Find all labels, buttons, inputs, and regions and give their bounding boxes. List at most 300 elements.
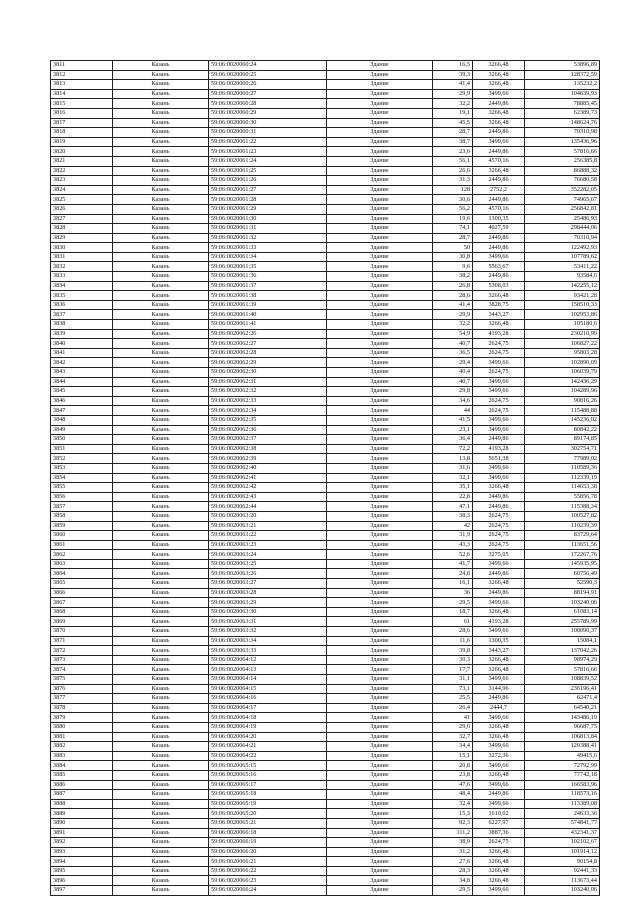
object-type-cell: Здание <box>327 339 433 349</box>
table-row <box>51 857 600 867</box>
row-number: 3871 <box>51 636 113 646</box>
row-number: 3881 <box>51 732 113 742</box>
rate-cell: 2449,86 <box>473 128 525 138</box>
table-body <box>51 61 600 896</box>
table-row <box>51 368 600 378</box>
cadastral-value-cell: 115388,34 <box>525 502 600 512</box>
cadastral-number-cell: 59:06:0020060:30 <box>209 118 327 128</box>
area-cell: 92,3 <box>433 818 473 828</box>
object-type-cell: Здание <box>327 483 433 493</box>
area-cell: 30,8 <box>433 252 473 262</box>
object-type-cell: Здание <box>327 502 433 512</box>
table-row <box>51 569 600 579</box>
city-cell: Казань <box>113 818 209 828</box>
cadastral-number-cell: 59:06:0020062:30 <box>209 368 327 378</box>
city-cell: Казань <box>113 828 209 838</box>
object-type-cell: Здание <box>327 156 433 166</box>
city-cell: Казань <box>113 80 209 90</box>
object-type-cell: Здание <box>327 99 433 109</box>
cadastral-value-cell: 77742,18 <box>525 770 600 780</box>
table-row <box>51 511 600 521</box>
city-cell: Казань <box>113 579 209 589</box>
cadastral-number-cell: 59:06:0020065:16 <box>209 770 327 780</box>
area-cell: 36 <box>433 588 473 598</box>
table-row <box>51 713 600 723</box>
cadastral-value-cell: 142436,29 <box>525 377 600 387</box>
cadastral-value-cell: 108839,52 <box>525 675 600 685</box>
row-number: 3849 <box>51 425 113 435</box>
city-cell: Казань <box>113 243 209 253</box>
rate-cell: 3266,48 <box>473 665 525 675</box>
area-cell: 26,6 <box>433 166 473 176</box>
rate-cell: 3275,05 <box>473 550 525 560</box>
table-row <box>51 483 600 493</box>
cadastral-number-cell: 59:06:0020062:42 <box>209 483 327 493</box>
city-cell: Казань <box>113 511 209 521</box>
cadastral-value-cell: 115488,88 <box>525 406 600 416</box>
object-type-cell: Здание <box>327 780 433 790</box>
table-row <box>51 876 600 886</box>
row-number: 3848 <box>51 415 113 425</box>
object-type-cell: Здание <box>327 89 433 99</box>
city-cell: Казань <box>113 233 209 243</box>
area-cell: 29,6 <box>433 722 473 732</box>
area-cell: 29,9 <box>433 89 473 99</box>
cadastral-value-cell: 113651,56 <box>525 540 600 550</box>
cadastral-number-cell: 59:06:0020062:35 <box>209 415 327 425</box>
city-cell: Казань <box>113 435 209 445</box>
cadastral-number-cell: 59:06:0020061:38 <box>209 291 327 301</box>
city-cell: Казань <box>113 70 209 80</box>
area-cell: 24,8 <box>433 569 473 579</box>
area-cell: 56,2 <box>433 204 473 214</box>
area-cell: 38,2 <box>433 272 473 282</box>
rate-cell: 3443,27 <box>473 310 525 320</box>
object-type-cell: Здание <box>327 627 433 637</box>
rate-cell: 3266,48 <box>473 770 525 780</box>
rate-cell: 2624,75 <box>473 339 525 349</box>
area-cell: 19,1 <box>433 108 473 118</box>
table-row <box>51 770 600 780</box>
cadastral-value-cell: 25486,93 <box>525 214 600 224</box>
rate-cell: 2449,86 <box>473 694 525 704</box>
cadastral-number-cell: 59:06:0020061:40 <box>209 310 327 320</box>
object-type-cell: Здание <box>327 224 433 234</box>
object-type-cell: Здание <box>327 243 433 253</box>
area-cell: 23,8 <box>433 770 473 780</box>
area-cell: 26,4 <box>433 703 473 713</box>
rate-cell: 1610,02 <box>473 809 525 819</box>
rate-cell: 3272,36 <box>473 751 525 761</box>
city-cell: Казань <box>113 483 209 493</box>
table-row <box>51 348 600 358</box>
cadastral-value-cell: 143486,19 <box>525 713 600 723</box>
area-cell: 41,4 <box>433 80 473 90</box>
cadastral-value-cell: 255789,99 <box>525 617 600 627</box>
cadastral-number-cell: 59:06:0020065:20 <box>209 809 327 819</box>
area-cell: 25,5 <box>433 694 473 704</box>
area-cell: 41,4 <box>433 300 473 310</box>
area-cell: 31,6 <box>433 463 473 473</box>
row-number: 3868 <box>51 607 113 617</box>
cadastral-number-cell: 59:06:0020065:21 <box>209 818 327 828</box>
cadastral-value-cell: 93584,6 <box>525 272 600 282</box>
area-cell: 32,1 <box>433 473 473 483</box>
area-cell: 32,7 <box>433 732 473 742</box>
city-cell: Казань <box>113 214 209 224</box>
table-row <box>51 262 600 272</box>
area-cell: 41,7 <box>433 559 473 569</box>
rate-cell: 2624,75 <box>473 348 525 358</box>
cadastral-value-cell: 72792,99 <box>525 761 600 771</box>
table-row <box>51 588 600 598</box>
rate-cell: 2624,75 <box>473 406 525 416</box>
table-row <box>51 665 600 675</box>
area-cell: 28,3 <box>433 866 473 876</box>
row-number: 3837 <box>51 310 113 320</box>
area-cell: 13,8 <box>433 454 473 464</box>
cadastral-number-cell: 59:06:0020060:25 <box>209 70 327 80</box>
area-cell: 36,4 <box>433 435 473 445</box>
object-type-cell: Здание <box>327 818 433 828</box>
object-type-cell: Здание <box>327 675 433 685</box>
cadastral-number-cell: 59:06:0020060:27 <box>209 89 327 99</box>
city-cell: Казань <box>113 396 209 406</box>
area-cell: 16,5 <box>433 61 473 71</box>
table-row <box>51 492 600 502</box>
cadastral-value-cell: 166583,96 <box>525 780 600 790</box>
city-cell: Казань <box>113 377 209 387</box>
cadastral-number-cell: 59:06:0020063:31 <box>209 617 327 627</box>
area-cell: 9,6 <box>433 262 473 272</box>
cadastral-value-cell: 236196,41 <box>525 684 600 694</box>
table-row <box>51 137 600 147</box>
city-cell: Казань <box>113 224 209 234</box>
object-type-cell: Здание <box>327 444 433 454</box>
object-type-cell: Здание <box>327 607 433 617</box>
row-number: 3866 <box>51 588 113 598</box>
row-number: 3843 <box>51 368 113 378</box>
table-row <box>51 108 600 118</box>
area-cell: 111,2 <box>433 828 473 838</box>
area-cell: 128 <box>433 185 473 195</box>
row-number: 3875 <box>51 675 113 685</box>
table-row <box>51 847 600 857</box>
cadastral-number-cell: 59:06:0020063:29 <box>209 598 327 608</box>
table-row <box>51 646 600 656</box>
object-type-cell: Здание <box>327 559 433 569</box>
city-cell: Казань <box>113 607 209 617</box>
row-number: 3895 <box>51 866 113 876</box>
area-cell: 38,7 <box>433 137 473 147</box>
cadastral-value-cell: 101914,12 <box>525 847 600 857</box>
city-cell: Казань <box>113 176 209 186</box>
cadastral-number-cell: 59:06:0020066:20 <box>209 847 327 857</box>
cadastral-number-cell: 59:06:0020060:28 <box>209 99 327 109</box>
rate-cell: 3499,66 <box>473 761 525 771</box>
table-row <box>51 435 600 445</box>
object-type-cell: Здание <box>327 80 433 90</box>
cadastral-number-cell: 59:06:0020062:34 <box>209 406 327 416</box>
area-cell: 74,1 <box>433 224 473 234</box>
object-type-cell: Здание <box>327 531 433 541</box>
rate-cell: 2624,75 <box>473 368 525 378</box>
object-type-cell: Здание <box>327 886 433 896</box>
area-cell: 22,8 <box>433 492 473 502</box>
cadastral-value-cell: 145236,02 <box>525 415 600 425</box>
table-row <box>51 300 600 310</box>
cadastral-value-cell: 574841,77 <box>525 818 600 828</box>
city-cell: Казань <box>113 521 209 531</box>
table-row <box>51 128 600 138</box>
cadastral-number-cell: 59:06:0020061:28 <box>209 195 327 205</box>
cadastral-number-cell: 59:06:0020062:40 <box>209 463 327 473</box>
table-row <box>51 272 600 282</box>
cadastral-number-cell: 59:06:0020065:17 <box>209 780 327 790</box>
cadastral-value-cell: 78885,45 <box>525 99 600 109</box>
table-row <box>51 185 600 195</box>
row-number: 3879 <box>51 713 113 723</box>
city-cell: Казань <box>113 732 209 742</box>
row-number: 3884 <box>51 761 113 771</box>
row-number: 3882 <box>51 742 113 752</box>
area-cell: 44 <box>433 406 473 416</box>
area-cell: 72,2 <box>433 444 473 454</box>
rate-cell: 2449,86 <box>473 588 525 598</box>
city-cell: Казань <box>113 703 209 713</box>
row-number: 3835 <box>51 291 113 301</box>
city-cell: Казань <box>113 329 209 339</box>
object-type-cell: Здание <box>327 838 433 848</box>
cadastral-number-cell: 59:06:0020064:21 <box>209 742 327 752</box>
object-type-cell: Здание <box>327 722 433 732</box>
cadastral-value-cell: 352282,05 <box>525 185 600 195</box>
cadastral-value-cell: 230210,99 <box>525 329 600 339</box>
row-number: 3820 <box>51 147 113 157</box>
rate-cell: 3266,48 <box>473 732 525 742</box>
row-number: 3829 <box>51 233 113 243</box>
cadastral-value-cell: 104289,96 <box>525 387 600 397</box>
rate-cell: 3266,48 <box>473 722 525 732</box>
rate-cell: 2449,86 <box>473 492 525 502</box>
rate-cell: 4570,16 <box>473 204 525 214</box>
cadastral-number-cell: 59:06:0020062:26 <box>209 329 327 339</box>
table-row <box>51 320 600 330</box>
table-row <box>51 742 600 752</box>
table-row <box>51 176 600 186</box>
area-cell: 30,3 <box>433 655 473 665</box>
rate-cell: 3499,66 <box>473 377 525 387</box>
city-cell: Казань <box>113 886 209 896</box>
cadastral-value-cell: 102953,86 <box>525 310 600 320</box>
cadastral-value-cell: 432341,37 <box>525 828 600 838</box>
area-cell: 30,6 <box>433 195 473 205</box>
cadastral-value-cell: 86888,32 <box>525 166 600 176</box>
row-number: 3888 <box>51 799 113 809</box>
cadastral-number-cell: 59:06:0020066:24 <box>209 886 327 896</box>
object-type-cell: Здание <box>327 473 433 483</box>
rate-cell: 2449,86 <box>473 99 525 109</box>
city-cell: Казань <box>113 108 209 118</box>
area-cell: 45,5 <box>433 118 473 128</box>
row-number: 3885 <box>51 770 113 780</box>
area-cell: 38,3 <box>433 511 473 521</box>
object-type-cell: Здание <box>327 492 433 502</box>
row-number: 3880 <box>51 722 113 732</box>
city-cell: Казань <box>113 406 209 416</box>
table-row <box>51 214 600 224</box>
rate-cell: 3266,48 <box>473 320 525 330</box>
cadastral-number-cell: 59:06:0020063:20 <box>209 511 327 521</box>
table-row <box>51 636 600 646</box>
city-cell: Казань <box>113 790 209 800</box>
object-type-cell: Здание <box>327 262 433 272</box>
cadastral-value-cell: 64540,21 <box>525 703 600 713</box>
row-number: 3814 <box>51 89 113 99</box>
cadastral-number-cell: 59:06:0020064:19 <box>209 722 327 732</box>
table-row <box>51 387 600 397</box>
area-cell: 23,6 <box>433 147 473 157</box>
object-type-cell: Здание <box>327 435 433 445</box>
cadastral-value-cell: 92441,33 <box>525 866 600 876</box>
cadastral-value-cell: 62471,4 <box>525 694 600 704</box>
area-cell: 16,1 <box>433 579 473 589</box>
row-number: 3826 <box>51 204 113 214</box>
rate-cell: 3266,48 <box>473 655 525 665</box>
table-row <box>51 886 600 896</box>
cadastral-value-cell: 77989,02 <box>525 454 600 464</box>
object-type-cell: Здание <box>327 147 433 157</box>
object-type-cell: Здание <box>327 866 433 876</box>
cadastral-number-cell: 59:06:0020064:17 <box>209 703 327 713</box>
table-row <box>51 377 600 387</box>
city-cell: Казань <box>113 185 209 195</box>
cadastral-number-cell: 59:06:0020061:37 <box>209 281 327 291</box>
cadastral-value-cell: 172267,76 <box>525 550 600 560</box>
table-row <box>51 818 600 828</box>
object-type-cell: Здание <box>327 281 433 291</box>
rate-cell: 4193,28 <box>473 444 525 454</box>
object-type-cell: Здание <box>327 348 433 358</box>
cadastral-value-cell: 80842,22 <box>525 425 600 435</box>
row-number: 3867 <box>51 598 113 608</box>
table-row <box>51 415 600 425</box>
cadastral-number-cell: 59:06:0020062:44 <box>209 502 327 512</box>
area-cell: 19,6 <box>433 214 473 224</box>
row-number: 3842 <box>51 358 113 368</box>
table-row <box>51 799 600 809</box>
object-type-cell: Здание <box>327 195 433 205</box>
city-cell: Казань <box>113 847 209 857</box>
city-cell: Казань <box>113 137 209 147</box>
cadastral-value-cell: 105180,6 <box>525 320 600 330</box>
object-type-cell: Здание <box>327 540 433 550</box>
cadastral-value-cell: 57816,66 <box>525 147 600 157</box>
cadastral-value-cell: 57816,66 <box>525 665 600 675</box>
cadastral-number-cell: 59:06:0020063:28 <box>209 588 327 598</box>
cadastral-value-cell: 93421,28 <box>525 291 600 301</box>
row-number: 3833 <box>51 272 113 282</box>
object-type-cell: Здание <box>327 396 433 406</box>
row-number: 3869 <box>51 617 113 627</box>
city-cell: Казань <box>113 310 209 320</box>
table-row <box>51 838 600 848</box>
table-row <box>51 463 600 473</box>
cadastral-number-cell: 59:06:0020066:18 <box>209 828 327 838</box>
table-row <box>51 425 600 435</box>
row-number: 3856 <box>51 492 113 502</box>
city-cell: Казань <box>113 770 209 780</box>
area-cell: 34,6 <box>433 396 473 406</box>
cadastral-value-cell: 113389,08 <box>525 799 600 809</box>
object-type-cell: Здание <box>327 770 433 780</box>
city-cell: Казань <box>113 463 209 473</box>
area-cell: 36,5 <box>433 348 473 358</box>
city-cell: Казань <box>113 675 209 685</box>
city-cell: Казань <box>113 454 209 464</box>
object-type-cell: Здание <box>327 550 433 560</box>
row-number: 3828 <box>51 224 113 234</box>
city-cell: Казань <box>113 61 209 71</box>
rate-cell: 3499,66 <box>473 463 525 473</box>
object-type-cell: Здание <box>327 665 433 675</box>
table-row <box>51 473 600 483</box>
rate-cell: 3266,48 <box>473 61 525 71</box>
city-cell: Казань <box>113 502 209 512</box>
area-cell: 47,6 <box>433 780 473 790</box>
table-row <box>51 579 600 589</box>
row-number: 3827 <box>51 214 113 224</box>
city-cell: Казань <box>113 195 209 205</box>
object-type-cell: Здание <box>327 329 433 339</box>
object-type-cell: Здание <box>327 569 433 579</box>
area-cell: 23,1 <box>433 425 473 435</box>
table-row <box>51 358 600 368</box>
table-row <box>51 156 600 166</box>
rate-cell: 5651,38 <box>473 454 525 464</box>
city-cell: Казань <box>113 156 209 166</box>
city-cell: Казань <box>113 262 209 272</box>
table-row <box>51 617 600 627</box>
rate-cell: 3266,48 <box>473 866 525 876</box>
table-row <box>51 598 600 608</box>
object-type-cell: Здание <box>327 646 433 656</box>
row-number: 3876 <box>51 684 113 694</box>
row-number: 3818 <box>51 128 113 138</box>
cadastral-value-cell: 118573,16 <box>525 790 600 800</box>
cadastral-value-cell: 298444,06 <box>525 224 600 234</box>
row-number: 3883 <box>51 751 113 761</box>
table-row <box>51 540 600 550</box>
row-number: 3832 <box>51 262 113 272</box>
cadastral-number-cell: 59:06:0020062:36 <box>209 425 327 435</box>
cadastral-number-cell: 59:06:0020061:31 <box>209 224 327 234</box>
area-cell: 52,6 <box>433 550 473 560</box>
table-row <box>51 396 600 406</box>
area-cell: 17,7 <box>433 665 473 675</box>
city-cell: Казань <box>113 425 209 435</box>
area-cell: 32,2 <box>433 320 473 330</box>
area-cell: 41,5 <box>433 415 473 425</box>
object-type-cell: Здание <box>327 415 433 425</box>
object-type-cell: Здание <box>327 598 433 608</box>
city-cell: Казань <box>113 540 209 550</box>
cadastral-number-cell: 59:06:0020060:31 <box>209 128 327 138</box>
rate-cell: 3499,66 <box>473 89 525 99</box>
object-type-cell: Здание <box>327 463 433 473</box>
table-row <box>51 118 600 128</box>
city-cell: Казань <box>113 857 209 867</box>
